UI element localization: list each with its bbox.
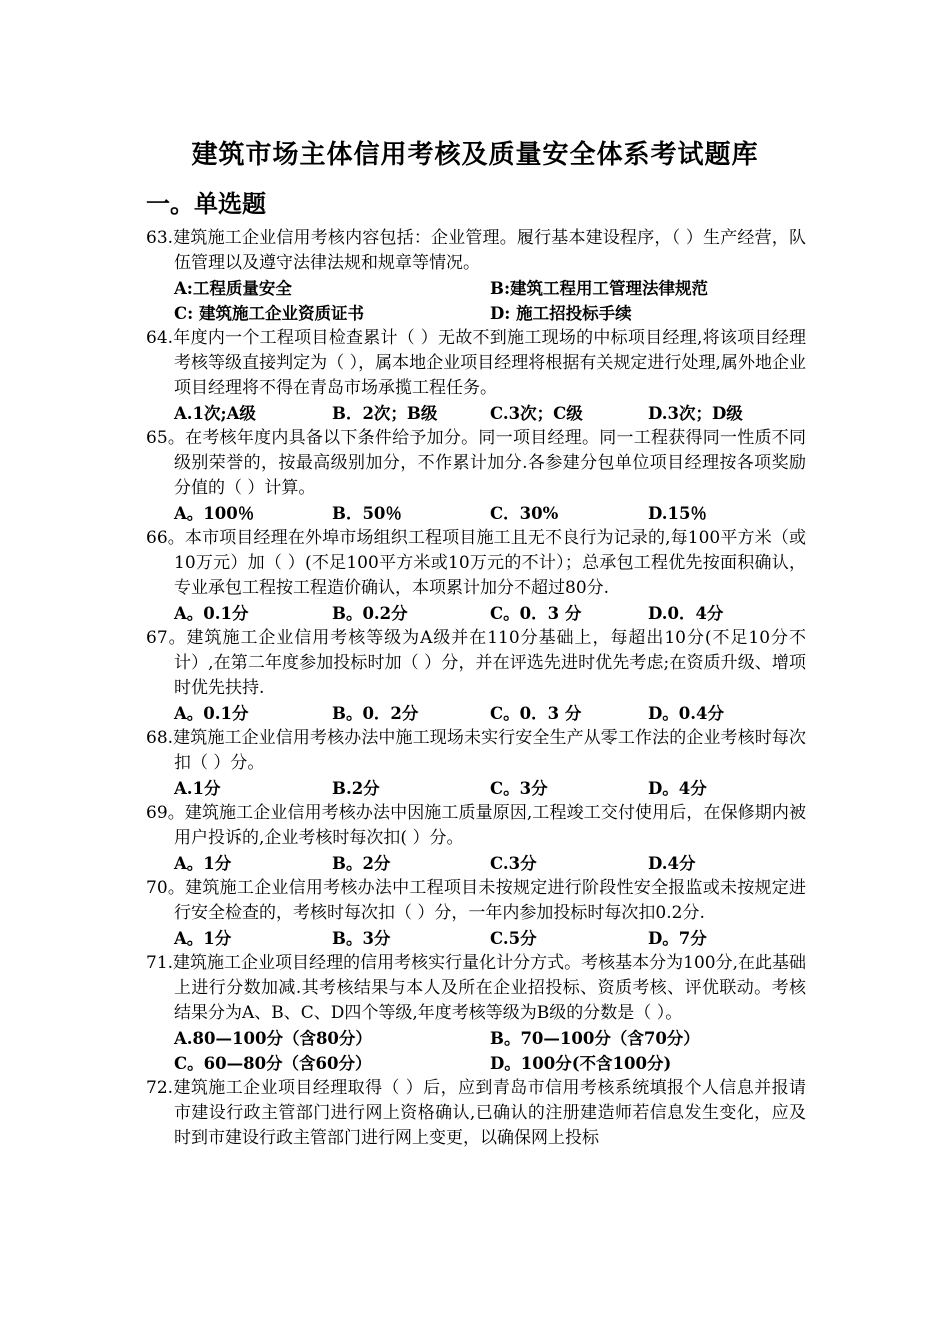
- question-stem: 63.建筑施工企业信用考核内容包括：企业管理。履行基本建设程序，（ ）生产经营，队伍管理以及遵守法律法规和规章等情况。: [146, 228, 806, 273]
- answer-option: A.80—100分（含80分）: [174, 1029, 372, 1048]
- question-item: [146, 326, 806, 426]
- answer-option: B。0．2分: [332, 704, 419, 723]
- answer-option: A。1分: [174, 929, 232, 948]
- question-stem: 64.年度内一个工程项目检查累计（ ）无故不到施工现场的中标项目经理,将该项目经理考核等级直接判定为（ ），属本地企业项目经理将根据有关规定进行处理,属外地企业项目经理将不得在青岛市场承揽工程任务。: [146, 328, 806, 398]
- answer-options: [146, 701, 806, 726]
- answer-option: B。70—100分（含70分）: [490, 1029, 700, 1048]
- answer-options: [146, 501, 806, 526]
- question-item: [146, 626, 806, 726]
- question-item: [146, 526, 806, 626]
- question-item: [146, 951, 806, 1076]
- question-stem: 66。本市项目经理在外埠市场组织工程项目施工且无不良行为记录的,每100平方米（或10万元）加（ ）(不足100平方米或10万元的不计）；总承包工程优先按面积确认，专业承包工程按工程造价确认，本项累计加分不超过80分.: [146, 528, 806, 598]
- question-item: [146, 226, 806, 326]
- answer-option: C．30%: [490, 504, 559, 523]
- answer-option: B:建筑工程用工管理法律规范: [490, 279, 709, 298]
- answer-option: C。3分: [490, 779, 548, 798]
- answer-options: [146, 926, 806, 951]
- answer-option: A.1次;A级: [174, 404, 256, 423]
- answer-options: [146, 851, 806, 876]
- answer-option: A:工程质量安全: [174, 279, 292, 298]
- answer-option: B．2次；B级: [332, 404, 438, 423]
- answer-options: [146, 601, 806, 626]
- answer-option: C。0．3 分: [490, 604, 582, 623]
- document-title: 建筑市场主体信用考核及质量安全体系考试题库: [191, 140, 759, 170]
- answer-option: A。0.1分: [174, 704, 249, 723]
- answer-option: C.5分: [490, 929, 537, 948]
- answer-option: C.3分: [490, 854, 537, 873]
- answer-options: [146, 776, 806, 801]
- answer-option: D.0．4分: [648, 604, 724, 623]
- answer-option: C: 建筑施工企业资质证书: [174, 304, 364, 323]
- answer-options: [146, 401, 806, 426]
- answer-options: [146, 1026, 806, 1076]
- question-stem: 67。建筑施工企业信用考核等级为A级并在110分基础上，每超出10分(不足10分不计）,在第二年度参加投标时加（ ）分，并在评选先进时优先考虑;在资质升级、增项时优先扶持.: [146, 628, 806, 698]
- answer-options: [146, 276, 806, 326]
- answer-option: D。4分: [648, 779, 707, 798]
- answer-option: D。100分(不含100分): [490, 1054, 672, 1073]
- question-item: [146, 801, 806, 876]
- question-list: [146, 226, 806, 1151]
- answer-option: D.4分: [648, 854, 696, 873]
- answer-option: D。0.4分: [648, 704, 725, 723]
- answer-option: A。100％: [174, 504, 255, 523]
- answer-option: C。60—80分（含60分）: [174, 1054, 372, 1073]
- answer-option: A.1分: [174, 779, 221, 798]
- question-stem: 68.建筑施工企业信用考核办法中施工现场未实行安全生产从零工作法的企业考核时每次扣（ ）分。: [146, 728, 806, 773]
- answer-option: C。0．3 分: [490, 704, 582, 723]
- question-stem: 70。建筑施工企业信用考核办法中工程项目未按规定进行阶段性安全报监或未按规定进行安全检查的，考核时每次扣（ ）分，一年内参加投标时每次扣0.2分.: [146, 878, 806, 923]
- answer-option: B.2分: [332, 779, 380, 798]
- question-item: [146, 726, 806, 801]
- answer-option: D.15％: [648, 504, 707, 523]
- question-item: [146, 426, 806, 526]
- answer-option: A。0.1分: [174, 604, 249, 623]
- question-item: [146, 1076, 806, 1151]
- section-heading: 一。单选题: [146, 190, 266, 218]
- question-stem: 65。在考核年度内具备以下条件给予加分。同一项目经理。同一工程获得同一性质不同级别荣誉的，按最高级别加分，不作累计加分.各参建分包单位项目经理按各项奖励分值的（ ）计算。: [146, 428, 806, 498]
- answer-option: C.3次；C级: [490, 404, 583, 423]
- question-item: [146, 876, 806, 951]
- question-stem: 71.建筑施工企业项目经理的信用考核实行量化计分方式。考核基本分为100分,在此基础上进行分数加减.其考核结果与本人及所在企业招投标、资质考核、评优联动。考核结果分为A、B、C、D四个等级,年度考核等级为B级的分数是（ ）。: [146, 953, 806, 1023]
- answer-option: D。7分: [648, 929, 707, 948]
- answer-option: B．50％: [332, 504, 402, 523]
- answer-option: D: 施工招投标手续: [490, 304, 632, 323]
- answer-option: B。3分: [332, 929, 391, 948]
- answer-option: A。1分: [174, 854, 232, 873]
- answer-option: B。0.2分: [332, 604, 408, 623]
- answer-option: B。2分: [332, 854, 391, 873]
- answer-option: D.3次；D级: [648, 404, 743, 423]
- question-stem: 72.建筑施工企业项目经理取得（ ）后，应到青岛市信用考核系统填报个人信息并报请市建设行政主管部门进行网上资格确认,已确认的注册建造师若信息发生变化，应及时到市建设行政主管部门进行网上变更，以确保网上投标: [146, 1078, 806, 1148]
- question-stem: 69。建筑施工企业信用考核办法中因施工质量原因,工程竣工交付使用后，在保修期内被用户投诉的,企业考核时每次扣( ）分。: [146, 803, 806, 848]
